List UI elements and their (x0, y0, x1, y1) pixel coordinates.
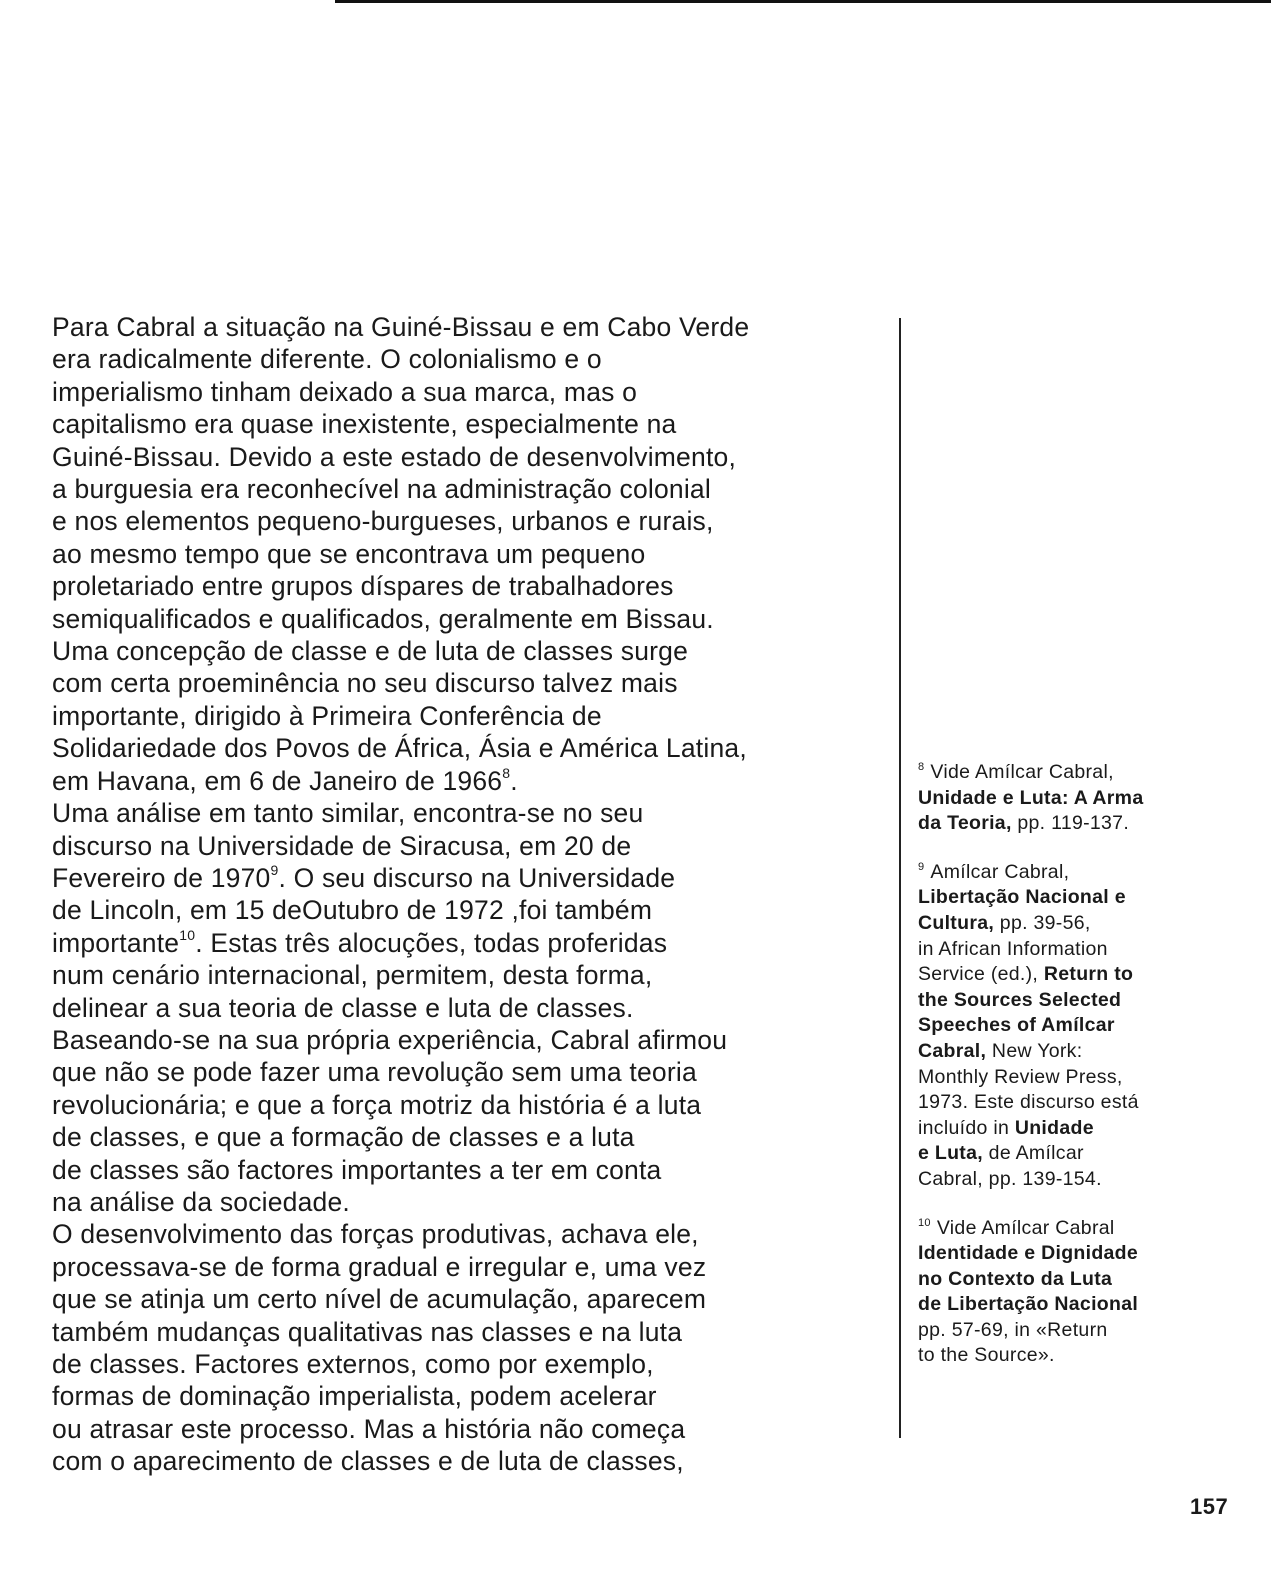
text-line: importante, dirigido à Primeira Conferência de (52, 700, 602, 731)
footnote-line (918, 962, 1238, 988)
footnote-text: 1973. Este discurso está (918, 1091, 1139, 1114)
text-line: capitalismo era quase inexistente, especialmente na (52, 409, 677, 440)
footnote-title: e Luta, (918, 1142, 983, 1165)
footnote-title: Libertação Nacional e (918, 886, 1126, 909)
footnotes-column (918, 760, 1238, 1392)
text-line: ao mesmo tempo que se encontrava um pequeno (52, 538, 646, 569)
text-fragment: . O seu discurso na Universidade (278, 862, 676, 893)
footnote-title: Unidade (1009, 1116, 1094, 1139)
footnote-ref-9[interactable]: 9 (270, 861, 279, 878)
text-line: com certa proeminência no seu discurso talvez mais (52, 668, 678, 699)
footnote-title: no Contexto da Luta (918, 1267, 1113, 1290)
footnote-text: Vide Amílcar Cabral, (930, 761, 1114, 783)
footnote-text: pp. 57-69, in «Return (918, 1318, 1108, 1341)
footnote-line (918, 911, 1238, 937)
text-line: de classes são factores importantes a ter em conta (52, 1154, 662, 1185)
text-line: O desenvolvimento das forças produtivas, achava ele, (52, 1219, 699, 1250)
text-line: Solidariedade dos Povos de África, Ásia e América Latina, (52, 733, 747, 764)
top-rule (335, 0, 1271, 3)
footnote-line (918, 1216, 1238, 1242)
text-line: Uma análise em tanto similar, encontra-se no seu (52, 798, 644, 829)
footnote-10 (918, 1216, 1238, 1370)
text-line: era radicalmente diferente. O colonialismo e o (52, 344, 602, 375)
footnote-number: 10 (918, 1216, 931, 1229)
text-line: discurso na Universidade de Siracusa, em 20 de (52, 830, 632, 861)
footnote-9 (918, 860, 1238, 1193)
text-line: na análise da sociedade. (52, 1186, 350, 1217)
footnote-text: Monthly Review Press, (918, 1065, 1123, 1088)
text-fragment: em Havana, em 6 de Janeiro de 1966 (52, 765, 503, 796)
footnote-title: Speeches of Amílcar (918, 1014, 1115, 1037)
text-line: imperialismo tinham deixado a sua marca, mas o (52, 376, 638, 407)
footnote-title: Cultura, (918, 911, 995, 934)
text-line: de Lincoln, em 15 deOutubro de 1972 ,foi também (52, 895, 653, 926)
text-fragment: importante (52, 927, 180, 958)
text-fragment: . Estas três alocuções, todas proferidas (195, 927, 668, 958)
footnote-text: New York: (986, 1039, 1083, 1062)
text-line: Para Cabral a situação na Guiné-Bissau e em Cabo Verde (52, 312, 750, 342)
footnote-title: Identidade e Dignidade (918, 1242, 1139, 1265)
text-line: e nos elementos pequeno-burgueses, urbanos e rurais, (52, 506, 714, 537)
text-fragment: . (510, 765, 518, 796)
text-fragment: Fevereiro de 1970 (52, 862, 271, 893)
text-line: que se atinja um certo nível de acumulação, aparecem (52, 1284, 707, 1315)
footnote-text: to the Source». (918, 1344, 1055, 1367)
footnote-text: in African Information (918, 937, 1108, 960)
text-line: também mudanças qualitativas nas classes e na luta (52, 1316, 683, 1347)
footnote-text: Cabral, pp. 139-154. (918, 1167, 1102, 1190)
footnote-title: the Sources Selected (918, 988, 1122, 1011)
text-line: processava-se de forma gradual e irregular e, uma vez (52, 1251, 707, 1282)
text-line: proletariado entre grupos díspares de trabalhadores (52, 571, 674, 602)
footnote-number: 9 (918, 860, 925, 873)
text-line: de classes. Factores externos, como por exemplo, (52, 1349, 654, 1379)
main-text-column (52, 311, 892, 1478)
text-line-with-ref (52, 765, 892, 797)
footnote-text: Vide Amílcar Cabral (936, 1216, 1115, 1239)
footnote-line (918, 760, 1238, 786)
footnote-line (918, 860, 1238, 886)
text-line-with-ref (52, 862, 892, 894)
text-line: Baseando-se na sua própria experiência, Cabral afirmou (52, 1024, 728, 1055)
column-divider (899, 318, 901, 1438)
footnote-line (918, 811, 1238, 837)
text-line: delinear a sua teoria de classe e luta de classes. (52, 992, 634, 1023)
text-line: de classes, e que a formação de classes e a luta (52, 1122, 635, 1153)
text-line: ou atrasar este processo. Mas a história não começa (52, 1413, 686, 1444)
footnote-8 (918, 760, 1238, 837)
footnote-text: pp. 39-56, (994, 911, 1091, 934)
footnote-line (918, 1141, 1238, 1167)
text-line: com o aparecimento de classes e de luta de classes, (52, 1446, 684, 1477)
text-line: que não se pode fazer uma revolução sem uma teoria (52, 1057, 697, 1088)
footnote-line (918, 1116, 1238, 1142)
text-line-with-ref (52, 927, 892, 959)
page-number: 157 (1190, 1494, 1229, 1519)
text-line: formas de dominação imperialista, podem acelerar (52, 1381, 657, 1412)
footnote-line (918, 1039, 1238, 1065)
footnote-number: 8 (918, 761, 925, 773)
text-line: a burguesia era reconhecível na administração colonial (52, 474, 711, 505)
footnote-text: Amílcar Cabral, (930, 860, 1070, 883)
footnote-text: incluído in (918, 1116, 1010, 1139)
footnote-text: Service (ed.), (918, 963, 1039, 986)
footnote-title: da Teoria, (918, 812, 1012, 835)
text-line: Uma concepção de classe e de luta de classes surge (52, 636, 689, 667)
footnote-ref-8[interactable]: 8 (502, 764, 511, 781)
text-line: semiqualificados e qualificados, geralmente em Bissau. (52, 603, 714, 634)
footnote-title: Return to (1038, 963, 1134, 986)
text-line: Guiné-Bissau. Devido a este estado de desenvolvimento, (52, 441, 737, 472)
text-line: num cenário internacional, permitem, desta forma, (52, 960, 653, 991)
footnote-ref-10[interactable]: 10 (179, 926, 196, 943)
footnote-title: Unidade e Luta: A Arma (918, 786, 1144, 809)
footnote-text: de Amílcar (982, 1142, 1084, 1165)
footnote-text: pp. 119-137. (1011, 812, 1130, 835)
footnote-title: de Libertação Nacional (918, 1293, 1139, 1316)
footnote-title: Cabral, (918, 1039, 987, 1062)
text-line: revolucionária; e que a força motriz da história é a luta (52, 1089, 702, 1120)
